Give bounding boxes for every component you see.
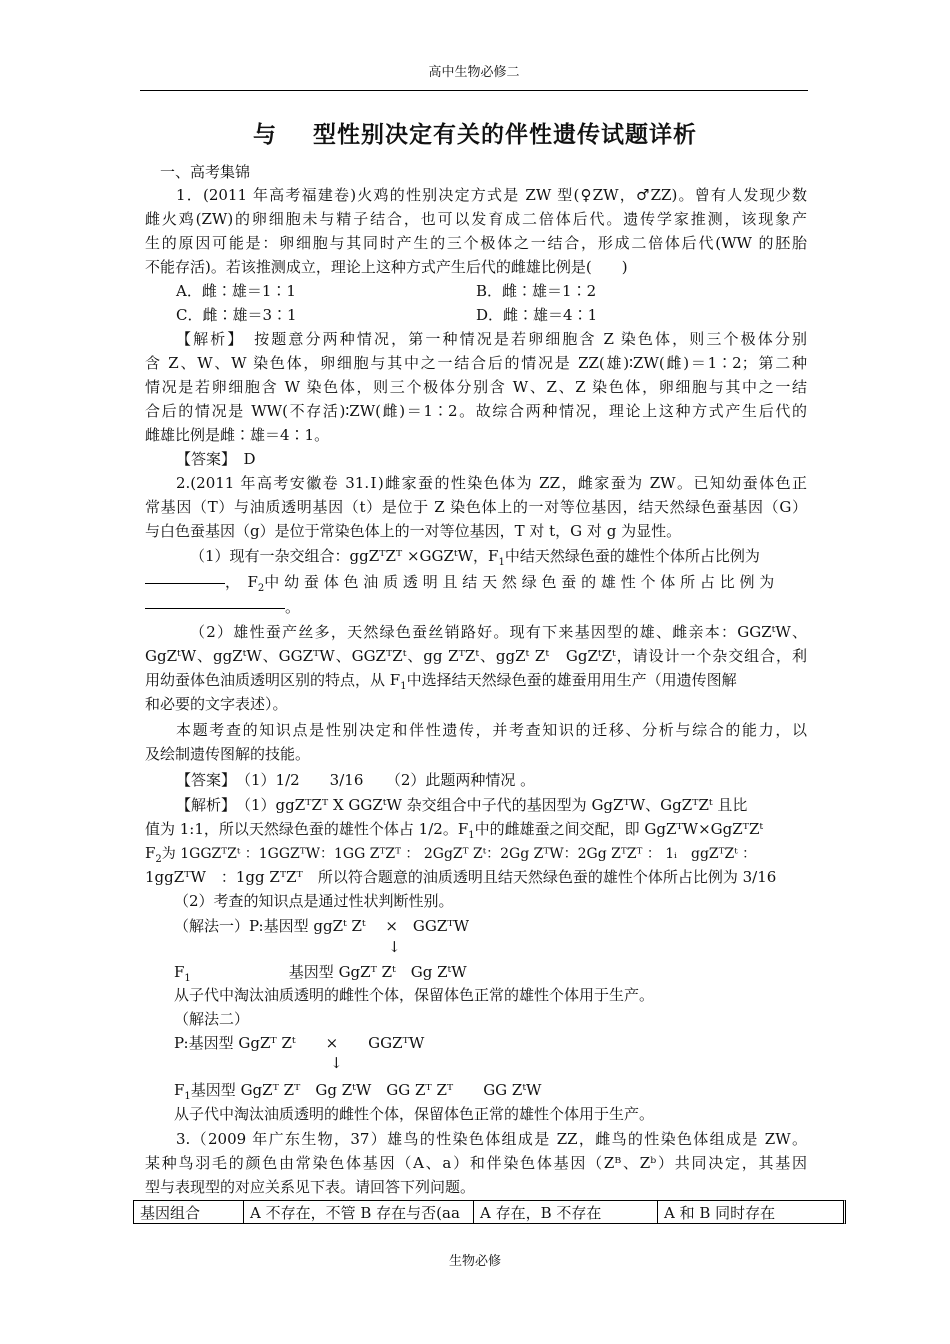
option-d: D．雌∶雄＝4∶1 xyxy=(476,306,598,324)
q1-analysis-1: 【解析】 按题意分两种情况，第一种情况是若卵细胞含 Z 染色体，则三个极体分别 xyxy=(176,330,807,348)
method2-result: 从子代中淘汰油质透明的雌性个体，保留体色正常的雄性个体用于生产。 xyxy=(174,1105,655,1123)
down-arrow-icon: ↓ xyxy=(388,938,401,956)
method1-offspring: $F_1$ 基因型 GgZᵀ Zᵗ Gg ZᵗW xyxy=(174,963,467,984)
q2-answer: 【答案】 （1）1/2 3/16 （2）此题两种情况 。 xyxy=(176,771,536,789)
q2-knowledge-1: 本题考查的知识点是性别决定和伴性遗传，并考查知识的迁移、分析与综合的能力，以 xyxy=(176,721,807,739)
page-footer: 生物必修 xyxy=(448,1254,501,1269)
q2-part1-line-1: （1）现有一杂交组合：ggZᵀZᵀ ×GGZᵗW，$F_1$中结天然绿色蚕的雄性个体所占比例为 xyxy=(190,547,760,568)
q2-analysis-4: 1ggZᵀW ：1gg ZᵀZᵀ 所以符合题意的油质透明且结天然绿色蚕的雄性个体所占比例为 3/16 xyxy=(145,868,777,886)
method2-offspring: $F_1$基因型 GgZᵀ Zᵀ Gg ZᵗW GG Zᵀ Zᵀ GG ZᵗW xyxy=(174,1081,542,1102)
q3-line-2: 某种鸟羽毛的颜色由常染色体基因（A、a）和伴染色体基因（Zᴮ、Zᵇ）共同决定，其基因 xyxy=(145,1154,807,1172)
table-header-cell: A 不存在，不管 B 存在与否(aa xyxy=(244,1201,474,1223)
method1-result: 从子代中淘汰油质透明的雌性个体，保留体色正常的雄性个体用于生产。 xyxy=(174,986,655,1004)
option-b: B．雌∶雄＝1∶2 xyxy=(476,282,597,300)
q2-part2-line-1: （2）雄性蚕产丝多，天然绿色蚕丝销路好。现有下来基因型的雄、雌亲本：GGZᵗW、 xyxy=(190,623,807,641)
method2-parents: P:基因型 GgZᵀ Zᵗ × GGZᵀW xyxy=(174,1034,425,1052)
q2-line-2: 常基因（T）与油质透明基因（t）是位于 Z 染色体上的一对等位基因，结天然绿色蚕基因（G） xyxy=(145,498,807,516)
q1-analysis-2: 含 Z、W、W 染色体，卵细胞与其中之一结合后的情况是 ZZ(雄)∶ZW(雌)＝1∶2；第二种 xyxy=(145,354,807,372)
q2-knowledge-2: 及绘制遗传图解的技能。 xyxy=(145,745,311,763)
q1-analysis-4: 合后的情况是 WW(不存活)∶ZW(雌)＝1∶2。故综合两种情况，理论上这种方式产生后代的 xyxy=(145,402,807,420)
q2-analysis-2: 值为 1:1，所以天然绿色蚕的雄性个体占 1/2。$F_1$中的雌雄蚕之间交配，即 GgZᵀW×GgZᵀZᵗ xyxy=(145,820,764,841)
q3-line-3: 型与表现型的对应关系见下表。请回答下列问题。 xyxy=(145,1178,476,1196)
section-heading: 一、高考集锦 xyxy=(160,163,251,181)
q1-options-ab xyxy=(176,281,807,301)
q3-line-1: 3.（2009 年广东生物，37）雄鸟的性染色体组成是 ZZ，雌鸟的性染色体组成是 ZW。 xyxy=(176,1130,807,1148)
q1-answer: 【答案】 D xyxy=(176,450,256,468)
q2-part1-line-2: ， $F_2$中幼蚕体色油质透明且结天然绿色蚕的雄性个体所占比例为 xyxy=(145,572,807,599)
q2-analysis-5: （2）考查的知识点是通过性状判断性别。 xyxy=(174,892,454,910)
q1-analysis-5: 雌雄比例是雌∶雄＝4∶1。 xyxy=(145,426,330,444)
q1-options-cd xyxy=(176,305,807,325)
page-header: 高中生物必修二 xyxy=(140,56,808,91)
title-left: 与 xyxy=(253,122,277,148)
q1-line-4: 不能存活)。若该推测成立，理论上这种方式产生后代的雌雄比例是( ) xyxy=(145,258,628,276)
q2-part2-line-4: 和必要的文字表述）。 xyxy=(145,695,288,713)
q2-line-3: 与白色蚕基因（g）是位于常染色体上的一对等位基因，T 对 t，G 对 g 为显性。 xyxy=(145,522,682,540)
q2-part2-line-2: GgZᵗW、ggZᵗW、GGZᵀW、GGZᵀZᵗ、gg ZᵀZᵗ、ggZᵗ Zᵗ GgZᵗZᵗ，请设计一个杂交组合，利 xyxy=(145,647,807,665)
table-header-cell: 基因组合 xyxy=(134,1201,244,1223)
q2-analysis-3: $F_2$为 1GGZᵀZᵗ ：1GGZᵀW：1GG ZᵀZᵀ ： 2GgZᵀ Zᵗ：2Gg ZᵀW：2Gg ZᵀZᵀ ： 1ᵢ ggZᵀZᵗ ： xyxy=(145,844,757,865)
q1-line-2: 雌火鸡(ZW)的卵细胞未与精子结合，也可以发育成二倍体后代。遗传学家推测，该现象产 xyxy=(145,210,807,228)
table-header-cell: A 存在，B 不存在 xyxy=(474,1201,658,1223)
q2-part1-line-3: 。 xyxy=(145,597,807,617)
answer-blank-2[interactable] xyxy=(145,608,285,609)
genotype-table xyxy=(133,1200,846,1224)
method2-heading: （解法二） xyxy=(174,1010,250,1028)
title-right: 型性别决定有关的伴性遗传试题详析 xyxy=(313,122,697,148)
answer-blank-1[interactable] xyxy=(145,583,225,584)
document-title xyxy=(0,116,950,149)
q2-part2-line-3: 用幼蚕体色油质透明区别的特点，从 $F_1$中选择结天然绿色蚕的雄蚕用用生产（用遗传图解 xyxy=(145,671,737,692)
q2-line-1: 2.(2011 年高考安徽卷 31.Ⅰ)雌家蚕的性染色体为 ZZ，雌家蚕为 ZW。已知幼蚕体色正 xyxy=(176,474,807,492)
option-c: C．雌∶雄＝3∶1 xyxy=(176,306,297,324)
method1-parents: （解法一）P:基因型 ggZᵗ Zᵗ × GGZᵀW xyxy=(174,917,470,935)
down-arrow-icon-2: ↓ xyxy=(330,1054,343,1072)
q1-line-3: 生的原因可能是：卵细胞与其同时产生的三个极体之一结合，形成二倍体后代(WW 的胚胎 xyxy=(145,234,807,252)
table-header-cell: A 和 B 同时存在 xyxy=(664,1204,776,1222)
q1-analysis-3: 情况是若卵细胞含 W 染色体，则三个极体分别含 W、Z、Z 染色体，卵细胞与其中之一结 xyxy=(145,378,807,396)
option-a: A．雌∶雄＝1∶1 xyxy=(176,282,296,300)
q2-analysis-1: 【解析】 （1）ggZᵀZᵀ X GGZᵗW 杂交组合中子代的基因型为 GgZᵀW、GgZᵀZᵗ 且比 xyxy=(176,796,748,814)
q1-line-1: 1．(2011 年高考福建卷)火鸡的性别决定方式是 ZW 型(♀ZW，♂ZZ)。曾有人发现少数 xyxy=(176,186,807,204)
